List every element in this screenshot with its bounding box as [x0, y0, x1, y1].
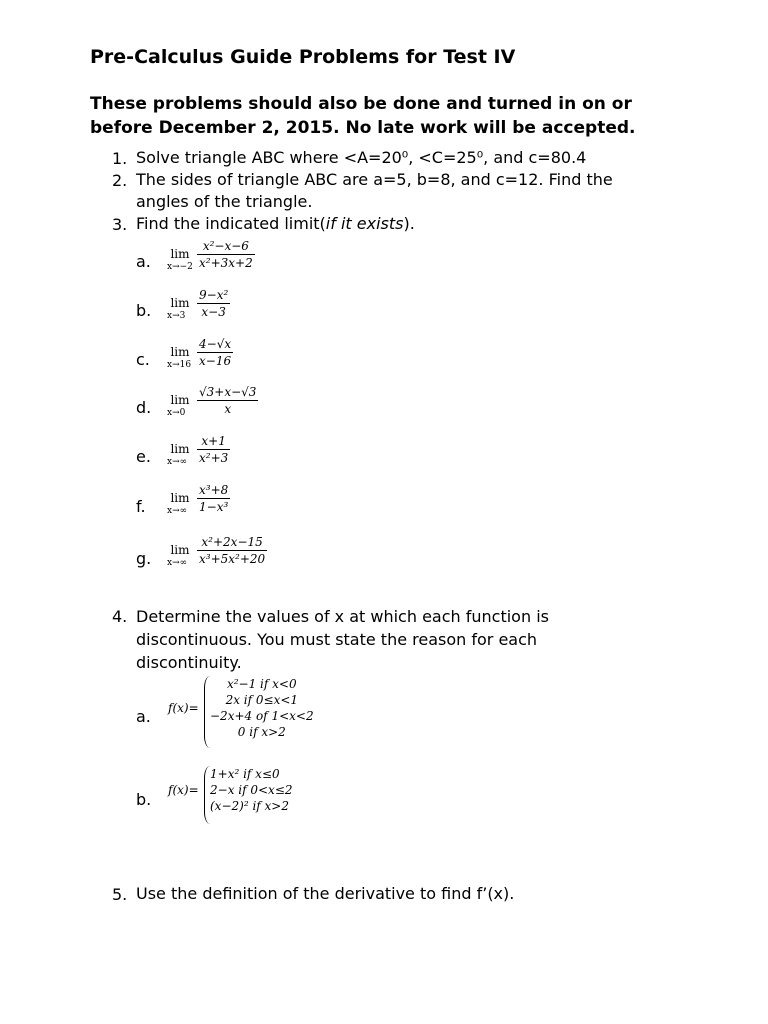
numerator: x+1	[201, 434, 226, 448]
cases	[210, 766, 293, 814]
limit-e-label: e.	[136, 447, 151, 466]
problem-2-number: 2.	[112, 171, 128, 190]
function-name: f(x)=	[168, 783, 199, 797]
problem-2-text	[136, 169, 613, 213]
problem-2-line-2: angles of the triangle.	[136, 192, 313, 211]
limit-b-label: b.	[136, 301, 152, 320]
problem-4-number: 4.	[112, 607, 128, 626]
problem-3-text-end: ).	[403, 214, 415, 233]
problem-4-line-3: discontinuity.	[136, 653, 242, 672]
problem-3-number: 3.	[112, 215, 128, 234]
numerator: 9−x²	[199, 288, 229, 302]
numerator: x²−x−6	[202, 239, 249, 253]
limit-g-label: g.	[136, 549, 152, 568]
numerator: x³+8	[199, 483, 229, 497]
denominator: x³+5x²+20	[199, 552, 266, 566]
problem-4-text	[136, 605, 549, 674]
limit-f-label: f.	[136, 497, 146, 516]
instructions-text: These problems should also be done and turned in on or before December 2, 2015. No late work will be accepted.	[90, 94, 636, 138]
limit-a-label: a.	[136, 252, 151, 271]
numerator: √3+x−√3	[199, 385, 257, 399]
lim-subscript: x→∞	[167, 457, 188, 467]
function-b-label: b.	[136, 790, 152, 809]
denominator: x−16	[197, 352, 233, 367]
numerator: 4−√x	[199, 337, 232, 351]
lim-subscript: x→16	[167, 360, 192, 370]
lim-subscript: x→∞	[167, 558, 188, 568]
lim-operator: lim	[170, 247, 190, 261]
problem-5-text: Use the definition of the derivative to find f’(x).	[136, 884, 515, 903]
case-row: 2−x if 0<x≤2	[210, 783, 293, 797]
problem-3-text-start: Find the indicated limit(	[136, 214, 326, 233]
denominator: x²+3x+2	[199, 256, 253, 270]
denominator: x²+3	[199, 451, 229, 465]
numerator: x²+2x−15	[201, 535, 263, 549]
lim-subscript: x→3	[167, 311, 186, 321]
limit-c-label: c.	[136, 350, 150, 369]
lim-operator: lim	[170, 491, 190, 505]
problem-2-line-1: The sides of triangle ABC are a=5, b=8, and c=12. Find the	[136, 170, 613, 189]
lim-subscript: x→−2	[167, 262, 193, 272]
lim-subscript: x→∞	[167, 506, 188, 516]
problem-1-text: Solve triangle ABC where <A=20⁰, <C=25⁰, and c=80.4	[136, 148, 587, 167]
case-row: (x−2)² if x>2	[210, 799, 289, 813]
problem-5-number: 5.	[112, 885, 128, 904]
function-a-label: a.	[136, 707, 151, 726]
case-row: x²−1 if x<0	[226, 677, 297, 691]
case-row: 1+x² if x≤0	[210, 767, 280, 781]
problem-4-line-1: Determine the values of x at which each function is	[136, 607, 549, 626]
lim-operator: lim	[170, 296, 190, 310]
document-title: Pre-Calculus Guide Problems for Test IV	[90, 46, 516, 68]
denominator: 1−x³	[199, 500, 229, 514]
limit-d-label: d.	[136, 398, 152, 417]
lim-operator: lim	[170, 393, 190, 407]
function-name: f(x)=	[168, 701, 199, 715]
case-row: 2x if 0≤x<1	[225, 693, 299, 707]
problem-1-number: 1.	[112, 149, 128, 168]
lim-operator: lim	[170, 345, 190, 359]
lim-operator: lim	[170, 442, 190, 456]
case-row: −2x+4 of 1<x<2	[210, 709, 314, 723]
cases	[210, 676, 314, 740]
problem-3-text-italic: if it exists	[325, 214, 404, 233]
lim-subscript: x→0	[167, 408, 186, 418]
lim-operator: lim	[170, 543, 190, 557]
problem-3-text	[136, 213, 415, 235]
denominator: x	[197, 400, 258, 415]
denominator: x−3	[197, 303, 230, 318]
case-row: 0 if x>2	[237, 725, 286, 739]
problem-4-line-2: discontinuous. You must state the reason for each	[136, 630, 538, 649]
